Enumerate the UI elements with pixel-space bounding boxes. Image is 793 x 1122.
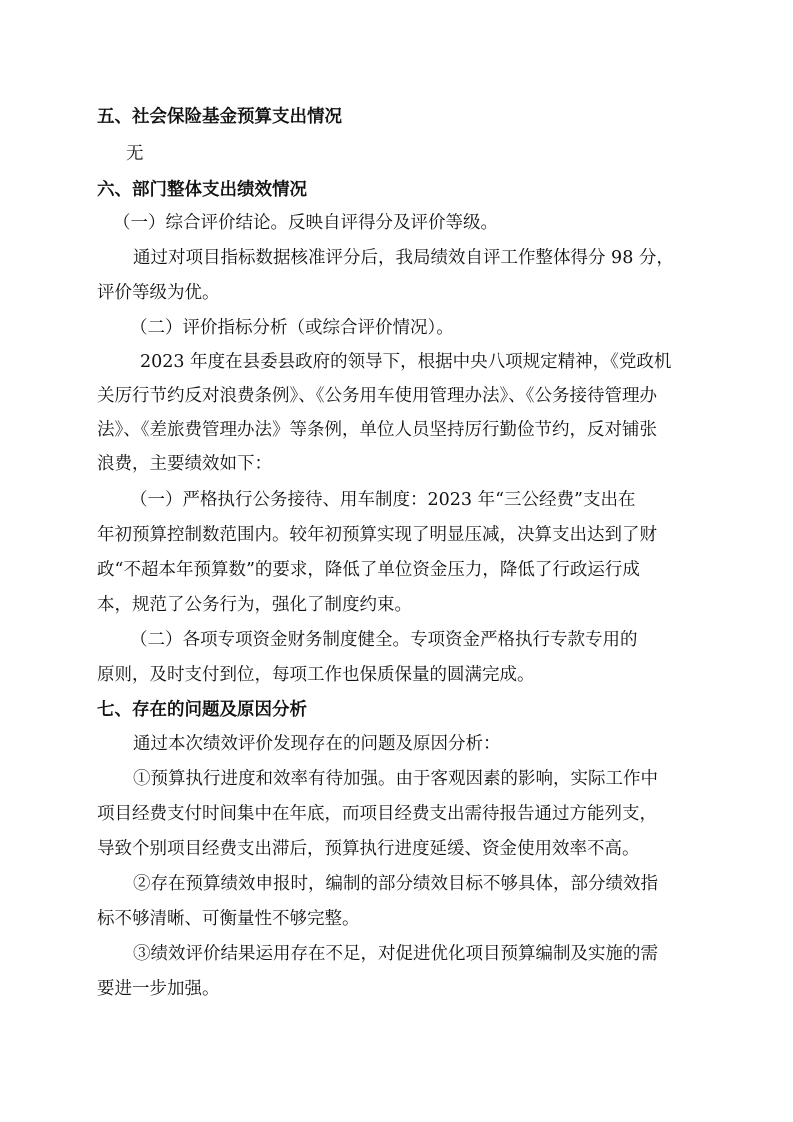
section-6-paragraph-4-line-3: 法》、《差旅费管理办法》等条例，单位人员坚持厉行勤俭节约，反对铺张 <box>97 420 657 440</box>
section-6-paragraph-5-line-3: 政“不超本年预算数”的要求，降低了单位资金压力，降低了行政运行成 <box>97 560 640 580</box>
section-6-heading: 六、部门整体支出绩效情况 <box>97 180 307 200</box>
section-6-paragraph-2-line-1: 通过对项目指标数据核准评分后，我局绩效自评工作整体得分 98 分， <box>133 248 674 268</box>
section-7-paragraph-4-line-1: ③绩效评价结果运用存在不足，对促进优化项目预算编制及实施的需 <box>133 944 658 964</box>
section-7-paragraph-2-line-3: 导致个别项目经费支出滞后，预算执行进度延缓、资金使用效率不高。 <box>97 839 640 859</box>
section-7-paragraph-2-line-1: ①预算执行进度和效率有待加强。由于客观因素的影响，实际工作中 <box>133 769 658 789</box>
section-7-paragraph-1: 通过本次绩效评价发现存在的问题及原因分析： <box>133 734 501 754</box>
section-6-paragraph-4-line-1: 2023 年度在县委县政府的领导下，根据中央八项规定精神，《党政机 <box>140 352 672 372</box>
section-5-heading: 五、社会保险基金预算支出情况 <box>97 107 342 127</box>
section-6-paragraph-6-line-1: （二）各项专项资金财务制度健全。专项资金严格执行专款专用的 <box>130 630 638 650</box>
section-7-heading: 七、存在的问题及原因分析 <box>97 700 307 720</box>
section-6-paragraph-1: （一）综合评价结论。反映自评得分及评价等级。 <box>113 213 498 233</box>
section-7-paragraph-4-line-2: 要进一步加强。 <box>97 979 220 999</box>
section-7-paragraph-3-line-2: 标不够清晰、可衡量性不够完整。 <box>97 909 360 929</box>
section-6-paragraph-5-line-1: （一）严格执行公务接待、用车制度：2023 年“三公经费”支出在 <box>130 490 636 510</box>
section-6-paragraph-6-line-2: 原则，及时支付到位，每项工作也保质保量的圆满完成。 <box>97 665 535 685</box>
section-6-paragraph-4-line-4: 浪费，主要绩效如下： <box>97 454 272 474</box>
section-6-paragraph-5-line-4: 本，规范了公务行为，强化了制度约束。 <box>97 595 412 615</box>
section-6-paragraph-3: （二）评价指标分析（或综合评价情况）。 <box>130 318 454 338</box>
section-7-paragraph-2-line-2: 项目经费支付时间集中在年底，而项目经费支出需待报告通过方能列支， <box>97 804 657 824</box>
section-7-paragraph-3-line-1: ②存在预算绩效申报时，编制的部分绩效目标不够具体，部分绩效指 <box>133 874 658 894</box>
section-6-paragraph-2-line-2: 评价等级为优。 <box>97 283 220 303</box>
section-6-paragraph-5-line-2: 年初预算控制数范围内。较年初预算实现了明显压减，决算支出达到了财 <box>97 525 657 545</box>
section-5-content: 无 <box>126 144 144 164</box>
section-6-paragraph-4-line-2: 关厉行节约反对浪费条例》、《公务用车使用管理办法》、《公务接待管理办 <box>97 386 657 406</box>
